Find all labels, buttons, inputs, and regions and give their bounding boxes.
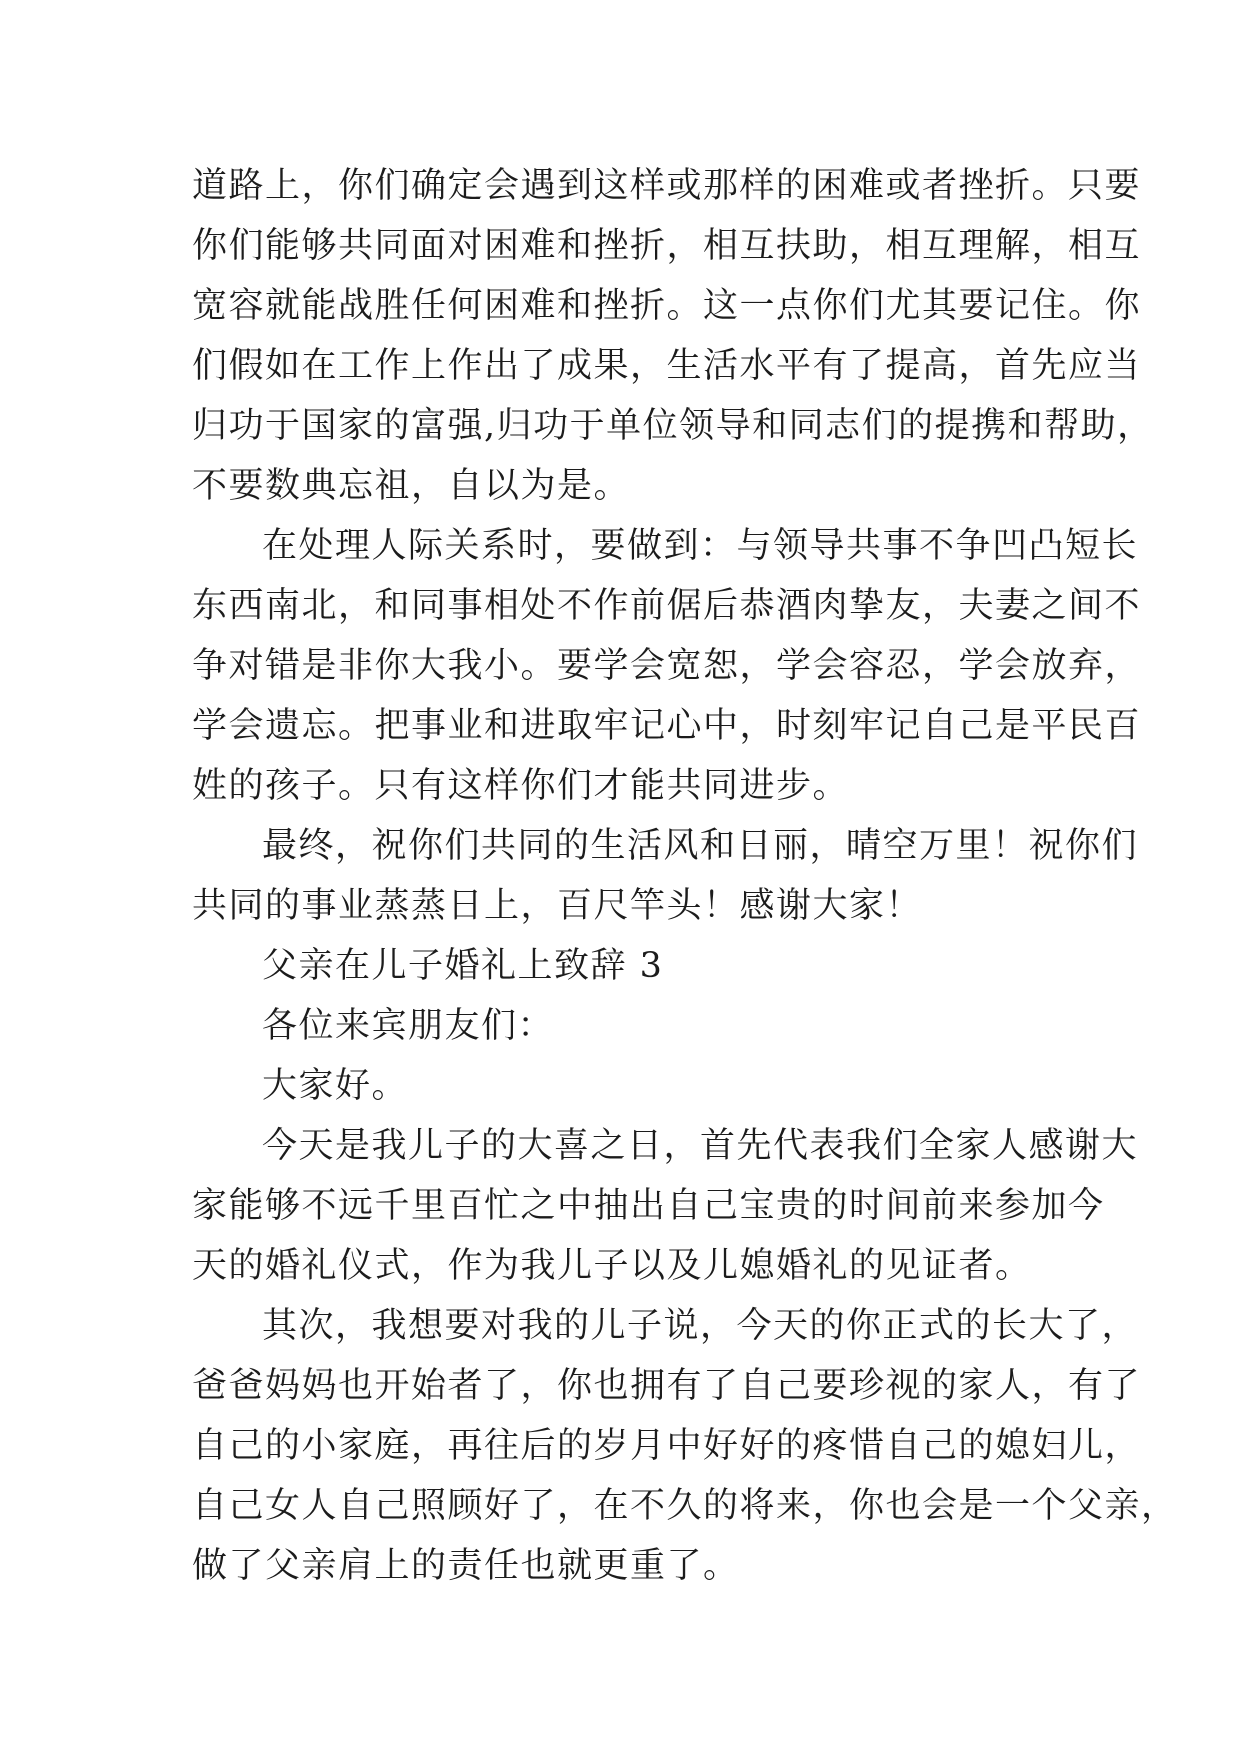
paragraph-first-line: 其次，我想要对我的儿子说，今天的你正式的长大了， bbox=[262, 1306, 1139, 1346]
text-line: 爸爸妈妈也开始者了，你也拥有了自己要珍视的家人，有了 bbox=[192, 1366, 1142, 1406]
text-line: 争对错是非你大我小。要学会宽恕，学会容忍，学会放弃， bbox=[192, 646, 1142, 686]
text-line: 姓的孩子。只有这样你们才能共同进步。 bbox=[192, 766, 850, 806]
text-line: 学会遗忘。把事业和进取牢记心中，时刻牢记自己是平民百 bbox=[192, 706, 1142, 746]
paragraph-first-line: 最终，祝你们共同的生活风和日丽，晴空万里！祝你们 bbox=[262, 826, 1139, 866]
text-line: 宽容就能战胜任何困难和挫折。这一点你们尤其要记住。你 bbox=[192, 286, 1142, 326]
section-heading: 父亲在儿子婚礼上致辞 3 bbox=[262, 946, 664, 986]
text-line: 自己女人自己照顾好了，在不久的将来，你也会是一个父亲， bbox=[192, 1486, 1178, 1526]
text-line: 做了父亲肩上的责任也就更重了。 bbox=[192, 1546, 740, 1586]
text-line: 道路上，你们确定会遇到这样或那样的困难或者挫折。只要 bbox=[192, 166, 1142, 206]
text-line: 你们能够共同面对困难和挫折，相互扶助，相互理解，相互 bbox=[192, 226, 1142, 266]
salutation: 各位来宾朋友们： bbox=[262, 1006, 555, 1046]
text-line: 天的婚礼仪式，作为我儿子以及儿媳婚礼的见证者。 bbox=[192, 1246, 1032, 1286]
text-line: 不要数典忘祖，自以为是。 bbox=[192, 466, 631, 506]
text-line: 东西南北，和同事相处不作前倨后恭酒肉挚友，夫妻之间不 bbox=[192, 586, 1142, 626]
text-line: 共同的事业蒸蒸日上，百尺竿头！感谢大家！ bbox=[192, 886, 923, 926]
paragraph-first-line: 在处理人际关系时，要做到：与领导共事不争凹凸短长 bbox=[262, 526, 1139, 566]
text-line: 归功于国家的富强,归功于单位领导和同志们的提携和帮助， bbox=[192, 406, 1154, 446]
paragraph-first-line: 今天是我儿子的大喜之日，首先代表我们全家人感谢大 bbox=[262, 1126, 1139, 1166]
text-line: 自己的小家庭，再往后的岁月中好好的疼惜自己的媳妇儿， bbox=[192, 1426, 1142, 1466]
document-body bbox=[192, 156, 1178, 1596]
greeting: 大家好。 bbox=[262, 1066, 409, 1106]
text-line: 家能够不远千里百忙之中抽出自己宝贵的时间前来参加今 bbox=[192, 1186, 1105, 1226]
text-line: 们假如在工作上作出了成果，生活水平有了提高，首先应当 bbox=[192, 346, 1142, 386]
